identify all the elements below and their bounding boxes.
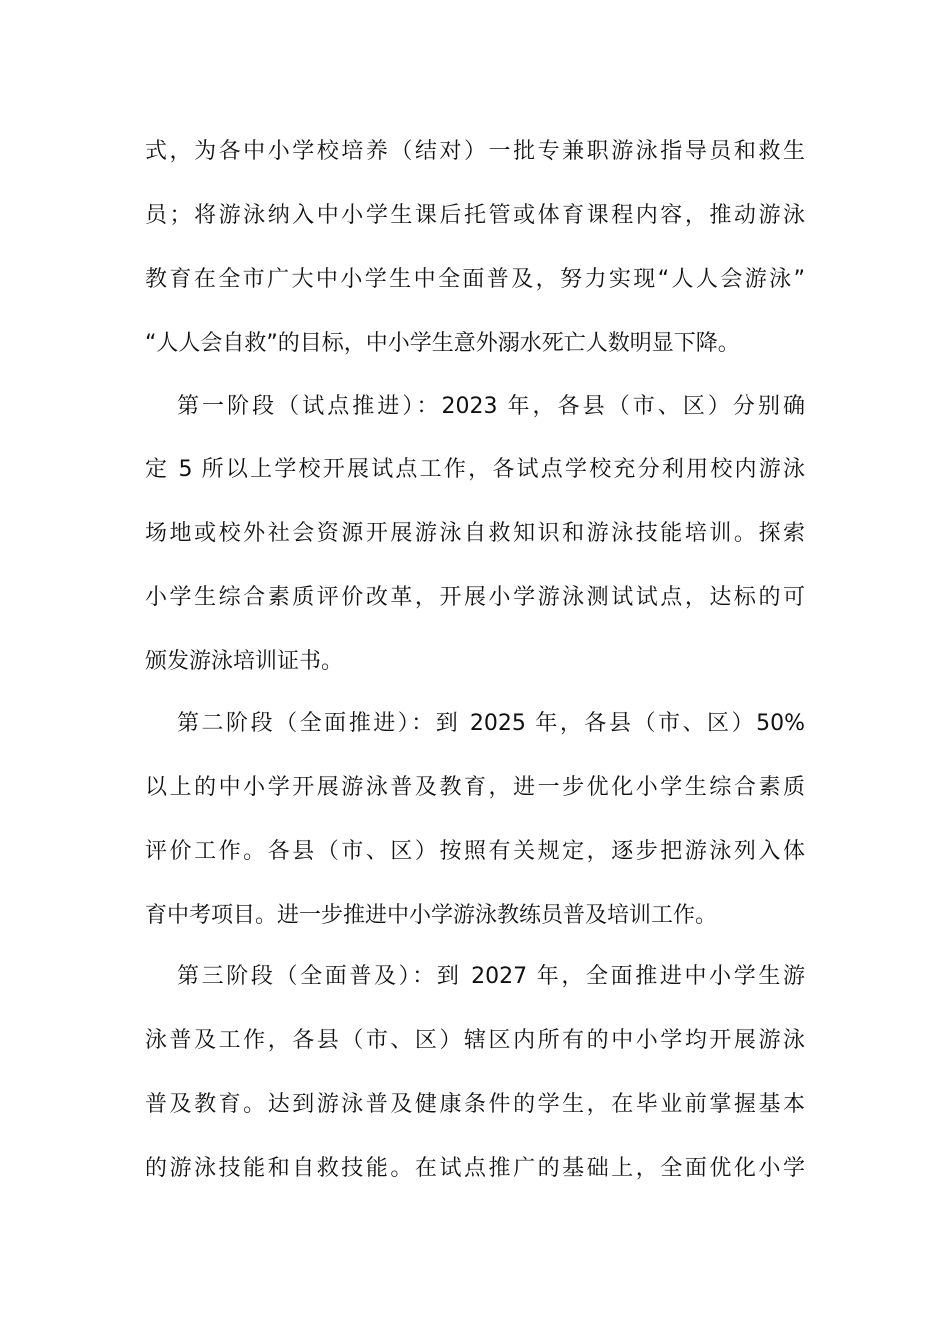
paragraph-stage-1-line-4: 小学生综合素质评价改革，开展小学游泳测试试点，达标的可 bbox=[145, 585, 805, 610]
text-line-2: 员；将游泳纳入中小学生课后托管或体育课程内容，推动游泳 bbox=[145, 203, 805, 228]
paragraph-stage-2-line-2: 以上的中小学开展游泳普及教育，进一步优化小学生综合素质 bbox=[145, 775, 805, 800]
paragraph-stage-1-line-3: 场地或校外社会资源开展游泳自救知识和游泳技能培训。探索 bbox=[145, 521, 805, 546]
paragraph-stage-2-line-1: 第二阶段（全面推进）：到 2025 年，各县（市、区）50% bbox=[177, 711, 805, 736]
text-line-3: 教育在全市广大中小学生中全面普及，努力实现“人人会游泳” bbox=[145, 267, 805, 292]
paragraph-stage-3-line-4: 的游泳技能和自救技能。在试点推广的基础上，全面优化小学 bbox=[145, 1156, 805, 1181]
text-line-4: “人人会自救”的目标，中小学生意外溺水死亡人数明显下降。 bbox=[145, 331, 740, 356]
paragraph-stage-1-line-2: 定 5 所以上学校开展试点工作，各试点学校充分利用校内游泳 bbox=[145, 457, 805, 482]
paragraph-stage-2-line-4: 育中考项目。进一步推进中小学游泳教练员普及培训工作。 bbox=[145, 903, 718, 928]
paragraph-stage-1-line-5: 颁发游泳培训证书。 bbox=[145, 649, 344, 674]
paragraph-stage-3-line-1: 第三阶段（全面普及）：到 2027 年，全面推进中小学生游 bbox=[177, 964, 805, 989]
text-line-1: 式，为各中小学校培养（结对）一批专兼职游泳指导员和救生 bbox=[145, 139, 805, 164]
paragraph-stage-3-line-2: 泳普及工作，各县（市、区）辖区内所有的中小学均开展游泳 bbox=[145, 1028, 805, 1053]
paragraph-stage-1-line-1: 第一阶段（试点推进）：2023 年，各县（市、区）分别确 bbox=[177, 394, 805, 419]
paragraph-stage-3-line-3: 普及教育。达到游泳普及健康条件的学生，在毕业前掌握基本 bbox=[145, 1092, 805, 1117]
paragraph-stage-2-line-3: 评价工作。各县（市、区）按照有关规定，逐步把游泳列入体 bbox=[145, 839, 805, 864]
